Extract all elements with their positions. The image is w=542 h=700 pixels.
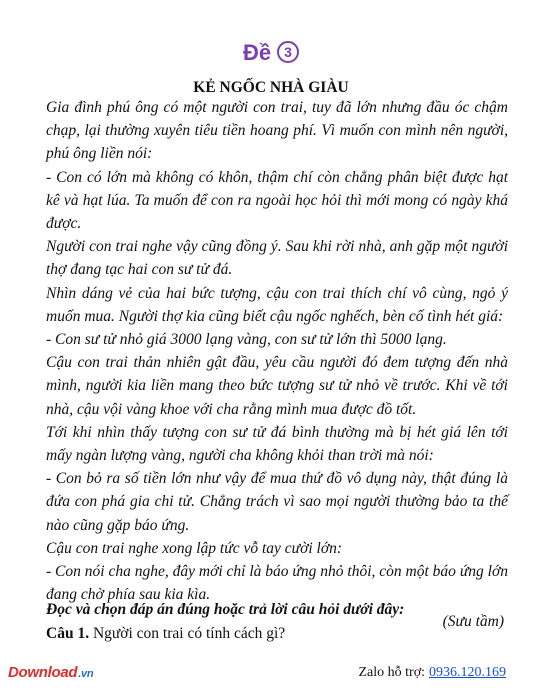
question-1-text: Người con trai có tính cách gì? bbox=[89, 625, 286, 642]
zalo-support bbox=[359, 665, 507, 681]
support-label: Zalo hỗ trợ: bbox=[358, 665, 425, 680]
story-paragraph: - Con sư tử nhỏ giá 3000 lạng vàng, con sư tử lớn thì 5000 lạng. bbox=[46, 331, 447, 349]
story-paragraph: Cậu con trai nghe xong lập tức vỗ tay cười lớn: bbox=[46, 539, 343, 557]
question-1-label: Câu 1. bbox=[46, 625, 90, 642]
story-paragraph: Người con trai nghe vậy cũng đồng ý. Sau khi rời nhà, anh gặp một người thợ đang tạc hai con sư tử đá. bbox=[46, 238, 508, 279]
story-paragraph: Nhìn dáng vẻ của hai bức tượng, cậu con trai thích chí vô cùng, ngỏ ý muốn mua. Người thợ kia cũng biết cậu ngốc nghếch, bèn cố tình hét giá: bbox=[46, 284, 508, 325]
questions-instruction: Đọc và chọn đáp án đúng hoặc trả lời câu hỏi dưới đây: bbox=[46, 601, 405, 618]
story-paragraph: Gia đình phú ông có một người con trai, tuy đã lớn nhưng đầu óc chậm chạp, lại thường xuyên tiêu tiền hoang phí. Vì muốn con mình nên người, phú ông liền nói: bbox=[46, 99, 508, 163]
exam-heading-label: Đề bbox=[242, 40, 272, 65]
question-1 bbox=[46, 622, 508, 646]
support-phone-link[interactable]: 0936.120.169 bbox=[429, 665, 506, 680]
story-paragraph: - Con có lớn mà không có khôn, thậm chí còn chẳng phân biệt được hạt kê và hạt lúa. Ta muốn để con ra ngoài học hỏi thì mới mong có ngày khá được. bbox=[46, 168, 508, 233]
story-paragraph: Cậu con trai thản nhiên gật đầu, yêu cầu người đó đem tượng đến nhà mình, người kia liền mang theo bức tượng sư tử nhỏ về trước. Khi về tới nhà, cậu vội vàng khoe với cha rằng mình mua được đồ tốt. bbox=[46, 354, 508, 418]
logo-main-text: Download bbox=[8, 664, 78, 681]
story-paragraph: - Con nói cha nghe, đây mới chỉ là báo ứng nhỏ thôi, còn một báo ứng lớn đang chờ phía sau kia kìa. bbox=[46, 563, 508, 604]
logo-ext-text: .vn bbox=[78, 668, 94, 680]
story-body bbox=[46, 96, 508, 634]
questions-section bbox=[46, 598, 508, 646]
story-title: KẺ NGỐC NHÀ GIÀU bbox=[193, 79, 349, 96]
story-source: (Sưu tầm) bbox=[442, 613, 504, 631]
exam-heading bbox=[0, 40, 542, 66]
download-vn-logo bbox=[8, 664, 93, 681]
story-paragraph: - Con bỏ ra số tiền lớn như vậy để mua thứ đồ vô dụng này, thật đúng là đứa con phá gia chi tử. Chẳng trách vì sao mọi người thường bảo ta thế nào cũng gặp báo ứng. bbox=[46, 470, 508, 534]
exam-number-badge: 3 bbox=[277, 41, 299, 63]
story-paragraph: Tới khi nhìn thấy tượng con sư tử đá bình thường mà bị hét giá lên tới mấy ngàn lượng vàng, người cha không khỏi than trời mà nói: bbox=[46, 423, 508, 465]
